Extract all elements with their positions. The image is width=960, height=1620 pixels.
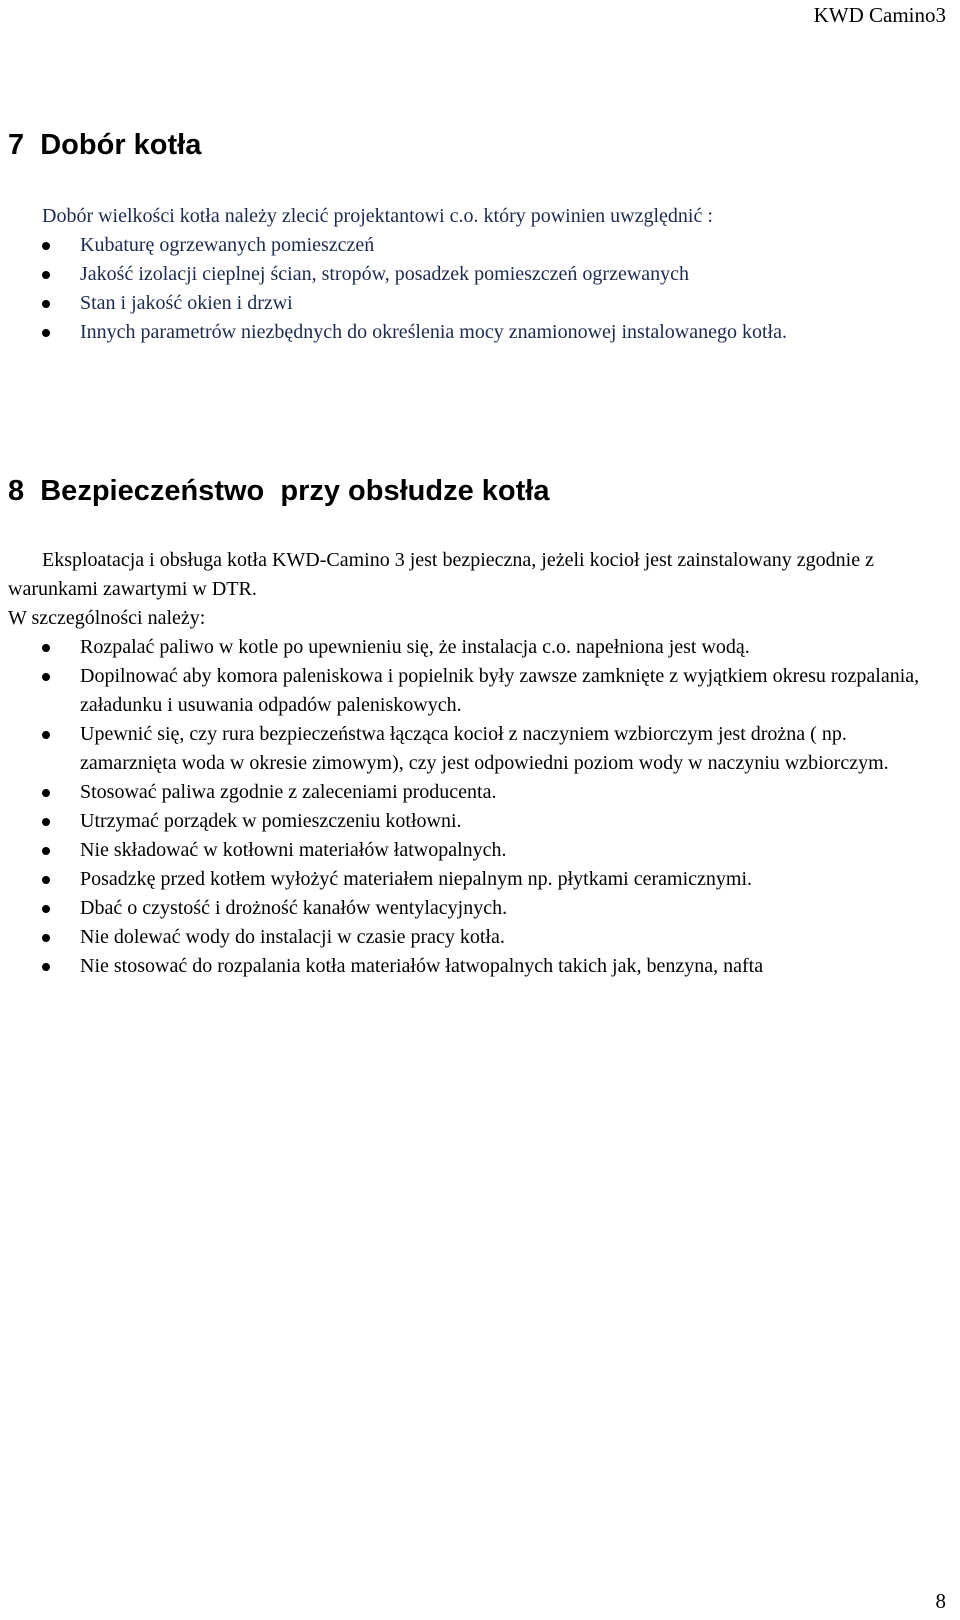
section-7-list — [80, 231, 930, 347]
page-number: 8 — [935, 1589, 946, 1613]
list-item — [80, 952, 930, 981]
bullet-icon — [42, 329, 50, 337]
list-item — [80, 720, 930, 778]
list-item-text: Stosować paliwa zgodnie z zaleceniami producenta. — [80, 781, 497, 803]
bullet-icon — [42, 876, 50, 884]
list-item — [80, 231, 930, 260]
bullet-icon — [42, 731, 50, 739]
bullet-icon — [42, 847, 50, 855]
list-item — [80, 894, 930, 923]
list-item-text: Nie składować w kotłowni materiałów łatwopalnych. — [80, 839, 507, 861]
bullet-icon — [42, 905, 50, 913]
list-item-text: Dopilnować aby komora paleniskowa i popielnik były zawsze zamknięte z wyjątkiem okresu rozpalania, załadunku i usuwania odpadów paleniskowych. — [80, 665, 920, 716]
section-8-list — [80, 633, 930, 981]
list-item-text: Posadzkę przed kotłem wyłożyć materiałem niepalnym np. płytkami ceramicznymi. — [80, 868, 753, 890]
running-header: KWD Camino3 — [813, 3, 946, 27]
bullet-icon — [42, 789, 50, 797]
list-item — [80, 923, 930, 952]
section-8-intro: Eksploatacja i obsługa kotła KWD-Camino 3 jest bezpieczna, jeżeli kocioł jest zainstalowany zgodnie z warunkami zawartymi w DTR. — [8, 549, 874, 600]
list-item-text: Innych parametrów niezbędnych do określenia mocy znamionowej instalowanego kotła. — [80, 321, 787, 343]
list-item-text: Kubaturę ogrzewanych pomieszczeń — [80, 234, 375, 256]
list-item — [80, 836, 930, 865]
list-item — [80, 662, 930, 720]
bullet-icon — [42, 673, 50, 681]
list-item-text: Rozpalać paliwo w kotle po upewnieniu się, że instalacja c.o. napełniona jest wodą. — [80, 636, 750, 658]
bullet-icon — [42, 242, 50, 250]
bullet-icon — [42, 300, 50, 308]
list-item — [80, 318, 930, 347]
list-item-text: Upewnić się, czy rura bezpieczeństwa łącząca kocioł z naczyniem wzbiorczym jest drożna ( np. zamarznięta woda w okresie zimowym), czy jest odpowiedni poziom wody w naczyniu wzbiorczym. — [80, 723, 889, 774]
list-item-text: Dbać o czystość i drożność kanałów wentylacyjnych. — [80, 897, 508, 919]
bullet-icon — [42, 963, 50, 971]
list-item-text: Jakość izolacji cieplnej ścian, stropów, posadzek pomieszczeń ogrzewanych — [80, 263, 690, 285]
list-item-text: Nie dolewać wody do instalacji w czasie pracy kotła. — [80, 926, 505, 948]
bullet-icon — [42, 271, 50, 279]
list-item-text: Stan i jakość okien i drzwi — [80, 292, 293, 314]
bullet-icon — [42, 818, 50, 826]
list-item — [80, 289, 930, 318]
list-item-text: Utrzymać porządek w pomieszczeniu kotłowni. — [80, 810, 462, 832]
bullet-icon — [42, 934, 50, 942]
list-item — [80, 807, 930, 836]
bullet-icon — [42, 644, 50, 652]
section-7-heading: 7 Dobór kotła — [8, 129, 202, 161]
list-item — [80, 260, 930, 289]
list-item-text: Nie stosować do rozpalania kotła materiałów łatwopalnych takich jak, benzyna, nafta — [80, 955, 764, 977]
list-item — [80, 778, 930, 807]
list-item — [80, 865, 930, 894]
section-8-heading: 8 Bezpieczeństwo przy obsłudze kotła — [8, 475, 550, 507]
section-7-intro: Dobór wielkości kotła należy zlecić projektantowi c.o. który powinien uwzględnić : — [42, 205, 713, 227]
section-8-subintro: W szczególności należy: — [8, 607, 206, 629]
list-item — [80, 633, 930, 662]
